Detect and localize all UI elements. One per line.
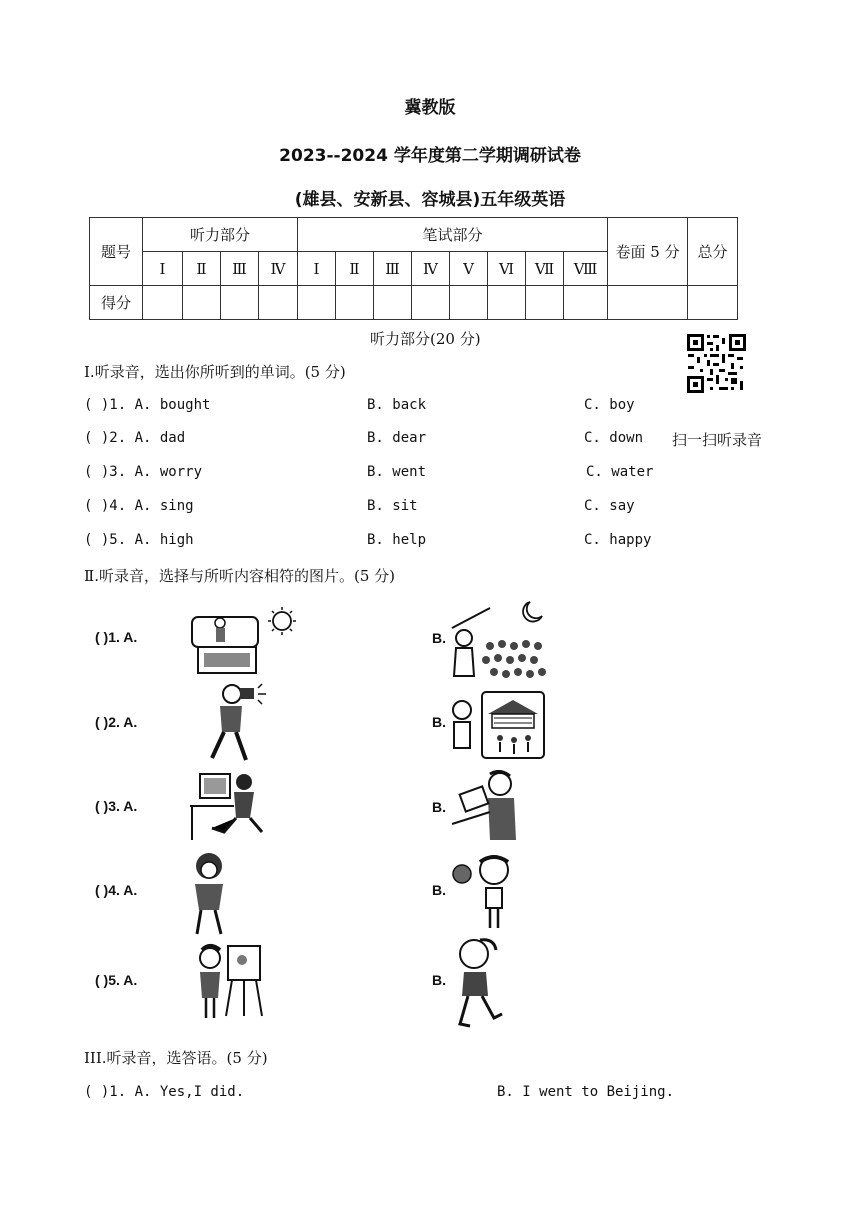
listening-col: Ⅱ xyxy=(183,252,221,286)
boy-camera-icon[interactable] xyxy=(196,680,272,764)
subject-title: (雄县、安新县、容城县)五年级英语 xyxy=(294,190,566,210)
section-3-title: III.听录音，选答语。(5 分) xyxy=(84,1049,268,1067)
s2-q2-b-label[interactable]: B. xyxy=(432,714,446,730)
girl-running-icon[interactable] xyxy=(450,934,510,1030)
writing-col: Ⅰ xyxy=(298,252,336,286)
listening-header: 听力部分 xyxy=(143,218,298,252)
boy-tiananmen-icon[interactable] xyxy=(450,690,546,760)
listening-col: Ⅳ xyxy=(259,252,298,286)
s2-q2-a-label[interactable]: ( )2. A. xyxy=(95,714,138,730)
score-cell[interactable] xyxy=(336,286,374,320)
s2-q3-b-label[interactable]: B. xyxy=(432,799,446,815)
s1-q3-b[interactable]: B. went xyxy=(367,464,427,480)
s1-q1-a[interactable]: ( )1. A. bought xyxy=(84,397,211,413)
score-cell[interactable] xyxy=(183,286,221,320)
writing-col: Ⅳ xyxy=(412,252,450,286)
score-cell[interactable] xyxy=(564,286,608,320)
s2-q5-b-label[interactable]: B. xyxy=(432,972,446,988)
s3-q1-a[interactable]: ( )1. A. Yes,I did. xyxy=(84,1084,245,1100)
qr-caption: 扫一扫听录音 xyxy=(672,431,763,449)
s2-q4-a-label[interactable]: ( )4. A. xyxy=(95,882,138,898)
publisher-title: 冀教版 xyxy=(404,98,456,118)
section-1-title: Ⅰ.听录音，选出你所听到的单词。(5 分) xyxy=(84,363,346,381)
writing-col: Ⅷ xyxy=(564,252,608,286)
s2-q3-a-label[interactable]: ( )3. A. xyxy=(95,798,138,814)
listening-heading: 听力部分(20 分) xyxy=(370,330,481,348)
s1-q5-c[interactable]: C. happy xyxy=(584,532,652,548)
score-cell[interactable] xyxy=(259,286,298,320)
score-cell[interactable] xyxy=(488,286,526,320)
listening-col: Ⅲ xyxy=(221,252,259,286)
score-table xyxy=(89,217,738,320)
section-2-title: Ⅱ.听录音，选择与所听内容相符的图片。(5 分) xyxy=(84,567,395,585)
s1-q3-a[interactable]: ( )3. A. worry xyxy=(84,464,203,480)
score-cell[interactable] xyxy=(450,286,488,320)
score-label: 得分 xyxy=(90,286,143,320)
s3-q1-b[interactable]: B. I went to Beijing. xyxy=(497,1084,675,1100)
s1-q2-c[interactable]: C. down xyxy=(584,430,644,446)
computer-user-icon[interactable] xyxy=(188,770,268,842)
writing-header: 笔试部分 xyxy=(298,218,608,252)
s1-q4-c[interactable]: C. say xyxy=(584,498,635,514)
writing-col: Ⅶ xyxy=(526,252,564,286)
night-concert-icon[interactable] xyxy=(450,598,550,682)
score-cell[interactable] xyxy=(608,286,688,320)
s1-q2-a[interactable]: ( )2. A. dad xyxy=(84,430,186,446)
writing-col: Ⅱ xyxy=(336,252,374,286)
score-cell[interactable] xyxy=(526,286,564,320)
score-cell[interactable] xyxy=(221,286,259,320)
s1-q2-b[interactable]: B. dear xyxy=(367,430,427,446)
s1-q4-a[interactable]: ( )4. A. sing xyxy=(84,498,194,514)
listening-col: Ⅰ xyxy=(143,252,183,286)
score-cell[interactable] xyxy=(688,286,738,320)
s1-q5-a[interactable]: ( )5. A. high xyxy=(84,532,194,548)
score-cell[interactable] xyxy=(374,286,412,320)
s2-q5-a-label[interactable]: ( )5. A. xyxy=(95,972,138,988)
s2-q4-b-label[interactable]: B. xyxy=(432,882,446,898)
qr-code-icon[interactable] xyxy=(686,333,747,394)
writing-col: Ⅵ xyxy=(488,252,526,286)
armchair-sunny-icon[interactable] xyxy=(190,605,300,675)
girl-reading-icon[interactable] xyxy=(450,770,530,846)
score-cell[interactable] xyxy=(412,286,450,320)
s1-q1-c[interactable]: C. boy xyxy=(584,397,635,413)
total-header: 总分 xyxy=(688,218,738,286)
boy-painting-icon[interactable] xyxy=(194,940,266,1020)
writing-col: Ⅴ xyxy=(450,252,488,286)
s1-q5-b[interactable]: B. help xyxy=(367,532,427,548)
score-cell[interactable] xyxy=(143,286,183,320)
term-title: 2023--2024 学年度第二学期调研试卷 xyxy=(279,146,581,166)
s2-q1-a-label[interactable]: ( )1. A. xyxy=(95,629,138,645)
question-label: 题号 xyxy=(90,218,143,286)
neatness-header: 卷面 5 分 xyxy=(608,218,688,286)
score-cell[interactable] xyxy=(298,286,336,320)
boy-thinking-icon[interactable] xyxy=(450,852,520,932)
writing-col: Ⅲ xyxy=(374,252,412,286)
s1-q4-b[interactable]: B. sit xyxy=(367,498,418,514)
s2-q1-b-label[interactable]: B. xyxy=(432,630,446,646)
s1-q3-c[interactable]: C. water xyxy=(586,464,654,480)
s1-q1-b[interactable]: B. back xyxy=(367,397,427,413)
sick-woman-icon[interactable] xyxy=(183,850,239,936)
